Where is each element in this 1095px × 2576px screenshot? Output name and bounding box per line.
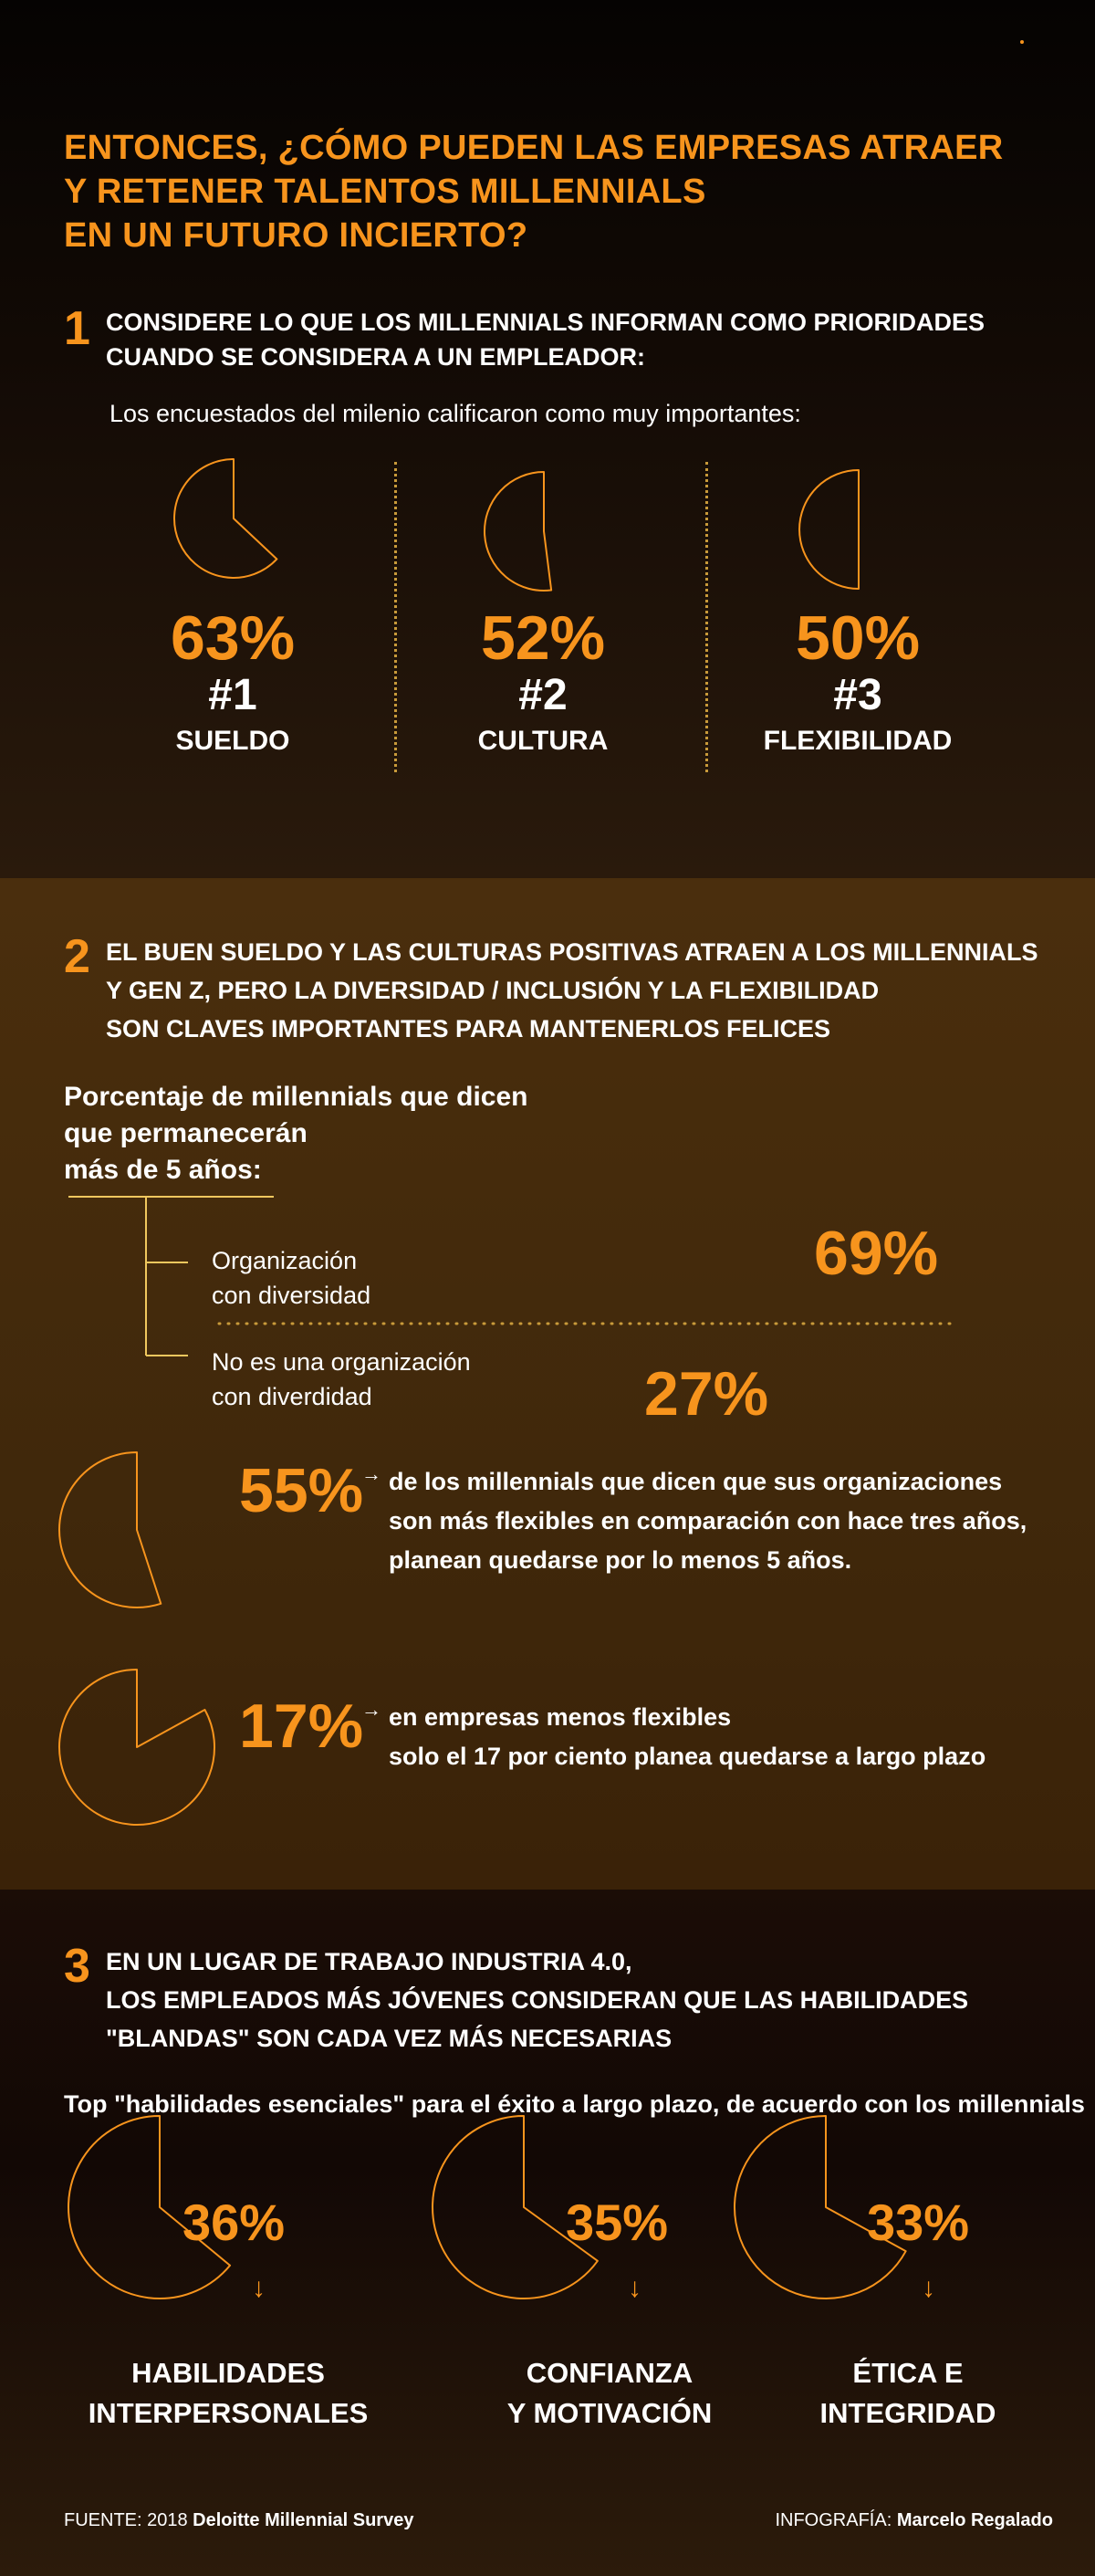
arrow-down-icon: ↓	[922, 2273, 935, 2303]
pie-flexibilidad	[0, 0, 1, 1]
credit-name: Marcelo Regalado	[896, 2510, 1053, 2530]
divider-1	[394, 462, 397, 772]
priority-percent: 50%	[795, 603, 921, 673]
skill-percent: 36%	[182, 2194, 286, 2251]
priority-label: CULTURA	[477, 726, 609, 756]
pie-slice	[485, 472, 551, 591]
section-2-heading: EL BUEN SUELDO Y LAS CULTURAS POSITIVAS ATRAEN A LOS MILLENNIALS Y GEN Z, PERO LA DIVERSIDAD / INCLUSIÓN Y LA FLEXIBILIDAD SON CLAVES IMPORTANTES PARA MANTENERLOS FELICES	[106, 938, 1038, 1042]
stat-text-flexible: de los millennials que dicen que sus organizaciones son más flexibles en comparación con hace tres años, planean quedarse por lo menos 5 años.	[389, 1468, 1027, 1574]
decorative-dot	[1020, 40, 1024, 44]
skill-label: CONFIANZA Y MOTIVACIÓN	[506, 2357, 713, 2429]
skill-percent: 33%	[867, 2194, 970, 2251]
priority-label: FLEXIBILIDAD	[763, 726, 953, 756]
priority-percent: 52%	[480, 603, 606, 673]
priority-item-3	[721, 602, 995, 757]
bar-value-nondiverse: 27%	[644, 1359, 769, 1429]
pie-slice	[59, 1670, 214, 1825]
priority-item-1	[96, 602, 370, 757]
section-2-number: 2	[64, 930, 90, 983]
page-title: ENTONCES, ¿CÓMO PUEDEN LAS EMPRESAS ATRAER Y RETENER TALENTOS MILLENNIALS EN UN FUTURO INCIERTO?	[64, 129, 1004, 255]
pie-slice	[174, 459, 276, 578]
footer-credit	[775, 2510, 1053, 2531]
bar-label-nondiverse: No es una organización con diverdidad	[212, 1348, 471, 1410]
arrow-right-icon: →	[361, 1462, 381, 1485]
section-1-heading: CONSIDERE LO QUE LOS MILLENNIALS INFORMAN COMO PRIORIDADES CUANDO SE CONSIDERA A UN EMPLEADOR:	[106, 309, 986, 371]
arrow-down-icon: ↓	[252, 2273, 266, 2303]
bar-label-diverse: Organización con diversidad	[212, 1247, 371, 1309]
section-3-intro: Top "habilidades esenciales" para el éxito a largo plazo, de acuerdo con los millennials	[64, 2090, 1085, 2118]
section-3-number: 3	[64, 1940, 90, 1993]
source-name: Deloitte Millennial Survey	[193, 2510, 414, 2530]
footer-source	[64, 2510, 413, 2531]
pie-slice	[799, 470, 859, 589]
credit-label: INFOGRAFÍA:	[775, 2510, 892, 2530]
skill-label: ÉTICA E INTEGRIDAD	[819, 2357, 996, 2429]
arrow-right-icon: →	[361, 1698, 381, 1721]
section-3-heading: EN UN LUGAR DE TRABAJO INDUSTRIA 4.0, LOS EMPLEADOS MÁS JÓVENES CONSIDERAN QUE LAS HABILIDADES "BLANDAS" SON CADA VEZ MÁS NECESARIAS	[106, 1948, 969, 2052]
section-3	[0, 1890, 1095, 2576]
priority-rank: #2	[518, 671, 568, 719]
bar-value-diverse: 69%	[814, 1219, 939, 1288]
section-1-number: 1	[64, 302, 90, 355]
priority-label: SUELDO	[175, 726, 290, 756]
stat-percent-flexible: 55%	[239, 1456, 364, 1525]
pie-less-flexible	[0, 878, 1, 879]
source-label: FUENTE: 2018	[64, 2510, 188, 2530]
priority-item-2	[406, 602, 680, 757]
divider-2	[705, 462, 708, 772]
section-1-intro: Los encuestados del milenio calificaron como muy importantes:	[110, 400, 801, 427]
pie-slice	[59, 1452, 161, 1607]
priority-percent: 63%	[170, 603, 296, 673]
retention-subtitle: Porcentaje de millennials que dicen que permanecerán más de 5 años:	[64, 1082, 528, 1185]
skill-percent: 35%	[566, 2194, 669, 2251]
priority-rank: #1	[208, 671, 257, 719]
section-1	[0, 0, 1095, 878]
priority-rank: #3	[833, 671, 882, 719]
stat-text-less-flexible: en empresas menos flexibles solo el 17 por ciento planea quedarse a largo plazo	[389, 1703, 986, 1770]
stat-percent-less-flexible: 17%	[239, 1691, 364, 1761]
arrow-down-icon: ↓	[628, 2273, 641, 2303]
skill-label: HABILIDADES INTERPERSONALES	[88, 2357, 369, 2429]
section-2	[0, 878, 1095, 1890]
